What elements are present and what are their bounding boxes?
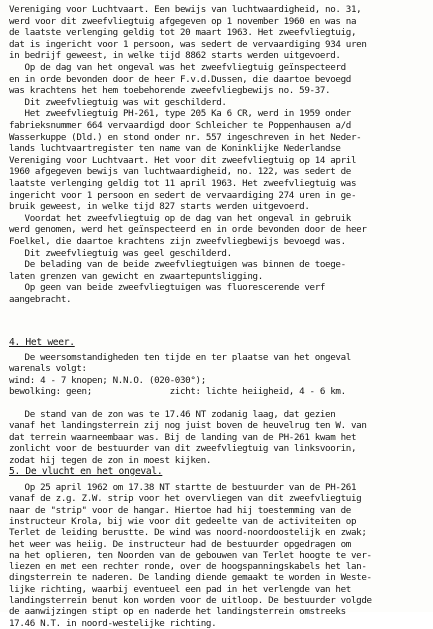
text-line: Op de dag van het ongeval was het zweefvliegtuig geïnspecteerd — [9, 62, 346, 73]
text-line: Het zweefvliegtuig PH-261, type 205 Ka 6 CR, werd in 1959 onder — [9, 108, 351, 120]
text-line: Foelkel, die daartoe krachtens zijn zweefvliegbewijs bevoegd was. — [9, 236, 346, 247]
text-line: Voordat het zweefvliegtuig op de dag van het ongeval in gebruik — [9, 212, 351, 224]
text-line: naar de "strip" voor de hangar. Hiertoe had hij toestemming van de — [9, 504, 351, 516]
text-line: na het oplieren, ten Noorden van de gebouwen van Terlet hoogte te ver- — [9, 549, 372, 561]
text-line: het weer was heiig. De instructeur had de bestuurder opgedragen om — [9, 538, 351, 550]
text-line: instructeur Krola, bij wie voor dit gedeelte van de activiteiten op — [9, 515, 357, 527]
text-line: Vereniging voor Luchtvaart. Het voor dit zweefvliegtuig op 14 april — [9, 154, 357, 166]
text-line: Dit zweefvliegtuig was geel geschilderd. — [9, 247, 232, 259]
text-line: en in orde bevonden door de heer F.v.d.Dussen, die daartoe bevoegd — [9, 73, 351, 85]
text-line: 17.46 N.T. in noord-westelijke richting. — [9, 617, 217, 629]
text-line: vanaf de z.g. Z.W. strip voor het overvliegen van dit zweefvliegtuig — [9, 493, 362, 505]
text-line: warenals volgt: — [9, 363, 87, 375]
text-line: bewolking: geen; zicht: lichte heiigheid, 4 - 6 km. — [9, 386, 346, 398]
text-line: 1960 afgegeven bewijs van luchtwaardigheid, no. 122, was sedert de — [9, 166, 351, 178]
text-line: in bedrijf geweest, in welke tijd 8862 starts werden uitgevoerd. — [9, 50, 341, 62]
text-line: dingsterrein te naderen. De landing diende gemaakt te worden in Weste- — [9, 572, 372, 584]
text-line: dat is ingericht voor 1 persoon, was sedert de vervaardiging 934 uren — [9, 38, 367, 50]
text-line: laatste verlenging geldig tot 11 april 1963. Het zweefvliegtuig was — [9, 178, 357, 189]
text-line: bruik geweest, in welke tijd 827 starts werden uitgevoerd. — [9, 201, 310, 213]
text-line: dat terrein waarneembaar was. Bij de landing van de PH-261 kwam het — [9, 431, 357, 443]
text-line: werd genomen, werd het geïnspecteerd en in orde bevonden door de heer — [9, 224, 367, 236]
text-line: liezen en met een rechter ronde, over de hoogspanningskabels het lan- — [9, 561, 367, 573]
text-line: Op geen van beide zweefvliegtuigen was fluorescerende verf — [9, 282, 326, 294]
text-line: de laatste verlenging geldig tot 20 maart 1963. Het zweefvliegtuig, — [9, 27, 357, 39]
text-line: Op 25 april 1962 om 17.38 NT startte de bestuurder van de PH-261 — [9, 482, 357, 493]
text-line: lands luchtvaartregister ten name van de Koninklijke Nederlandse — [9, 143, 341, 155]
text-line: zodat hij tegen de zon in moest kijken. — [9, 454, 212, 466]
text-line: lijke richting, waarbij eventueel een pad in het verlengde van het — [9, 583, 351, 595]
text-line: aangebracht. — [9, 294, 72, 305]
text-line: wind: 4 - 7 knopen; N.N.O. (020-030°); — [9, 374, 206, 386]
section-5-heading: 5. De vlucht en het ongeval. — [9, 466, 163, 477]
text-line: Dit zweefvliegtuig was wit geschilderd. — [9, 96, 227, 108]
section-4-heading: 4. Het weer. — [9, 337, 75, 348]
text-line: De belading van de beide zweefvliegtuigen was binnen de toege- — [9, 259, 346, 271]
text-line: fabrieksnummer 664 vervaardigd door Schleicher te Poppenhausen a/d — [9, 120, 351, 131]
text-line: landingsterrein benut kon worden voor de uitloop. De bestuurder volgde — [9, 595, 372, 606]
text-line: vanaf het landingsterrein zij nog juist boven de heuvelrug ten W. van — [9, 420, 367, 432]
text-line: de aanwijzingen stipt op en naderde het landingsterrein omstreeks — [9, 606, 346, 618]
text-line: Vereniging voor Luchtvaart. Een bewijs van luchtwaardigheid, no. 31, — [9, 4, 362, 15]
text-line: De weersomstandigheden ten tijde en ter plaatse van het ongeval — [9, 352, 351, 363]
text-line: Terlet de leiding berustte. De wind was noord-noordoostelijk en zwak; — [9, 527, 367, 539]
text-line: De stand van de zon was te 17.46 NT zodanig laag, dat gezien — [9, 409, 336, 420]
text-line: ingericht voor 1 persoon en sedert de vervaardiging 274 uren in ge- — [9, 189, 357, 201]
text-line: Wasserkuppe (Dld.) en stond onder nr. 557 ingeschreven in het Neder- — [9, 131, 362, 143]
text-line: werd voor dit zweefvliegtuig afgegeven op 1 november 1960 en was na — [9, 15, 357, 27]
text-line: laten grenzen van gewicht en zwaartepuntsligging. — [9, 270, 263, 282]
text-line: was krachtens het hem toebehorende zweefvliegbewijs no. 59-37. — [9, 85, 331, 97]
text-line: zonlicht voor de bestuurder van dit zweefvliegtuig van linksvoorin, — [9, 443, 357, 455]
